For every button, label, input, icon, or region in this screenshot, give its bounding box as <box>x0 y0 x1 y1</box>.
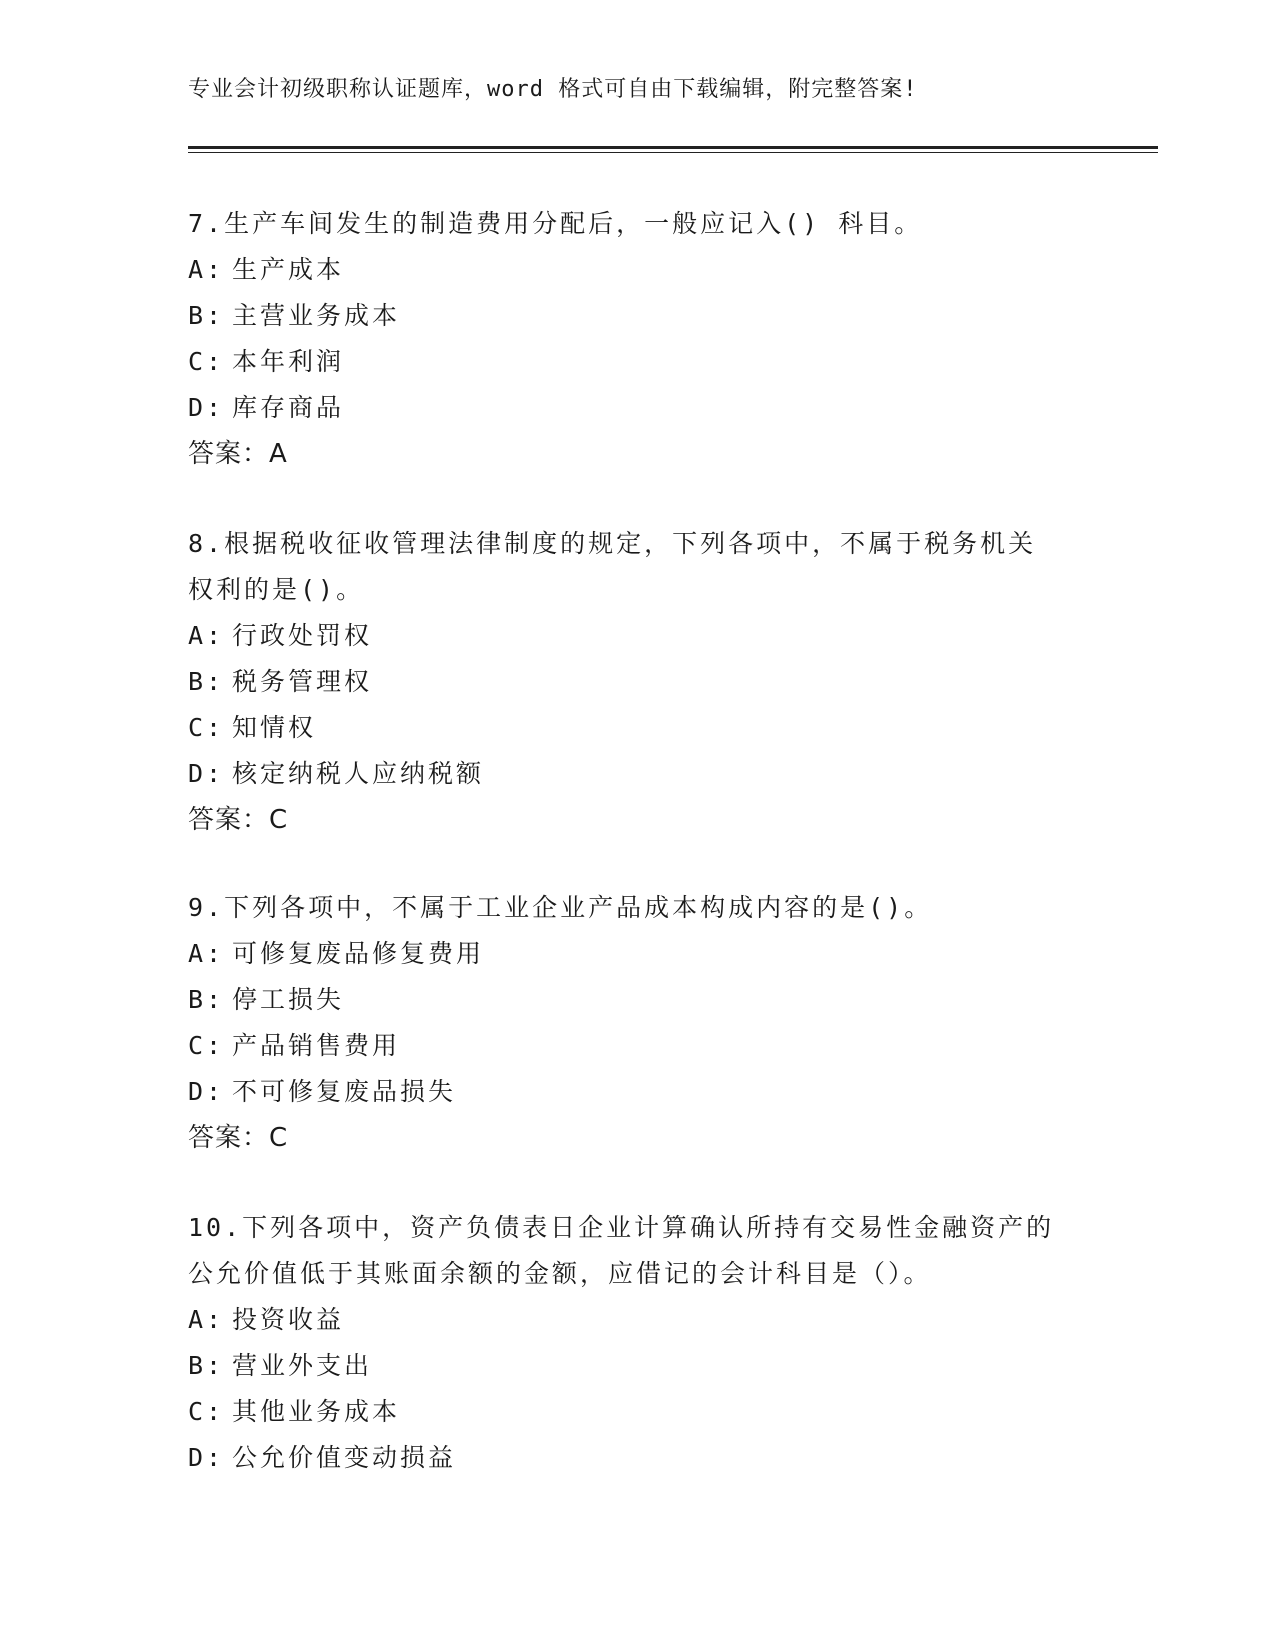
question-block <box>188 521 1088 843</box>
question-block <box>188 885 1088 1161</box>
option-d <box>188 385 1088 431</box>
option-letter: D: <box>188 759 225 788</box>
question-stem-continued: 公允价值低于其账面余额的金额，应借记的会计科目是（）。 <box>188 1259 932 1288</box>
option-d <box>188 751 1088 797</box>
option-letter: A: <box>188 255 225 284</box>
option-letter: A: <box>188 1305 225 1334</box>
question-stem: 9.下列各项中，不属于工业企业产品成本构成内容的是()。 <box>188 893 933 922</box>
option-letter: A: <box>188 939 225 968</box>
option-text: 投资收益 <box>232 1305 345 1334</box>
option-text: 不可修复废品损失 <box>232 1077 457 1106</box>
option-text: 税务管理权 <box>232 667 373 696</box>
option-b <box>188 1343 1088 1389</box>
option-letter: D: <box>188 1077 225 1106</box>
option-a <box>188 1297 1088 1343</box>
question-block <box>188 1205 1088 1481</box>
header-rule-thin <box>188 152 1158 153</box>
option-c <box>188 1389 1088 1435</box>
option-text: 生产成本 <box>232 255 345 284</box>
option-letter: B: <box>188 1351 225 1380</box>
option-text: 营业外支出 <box>232 1351 373 1380</box>
option-letter: C: <box>188 1031 225 1060</box>
question-stem: 8.根据税收征收管理法律制度的规定，下列各项中，不属于税务机关 <box>188 529 1037 558</box>
option-text: 行政处罚权 <box>232 621 373 650</box>
answer-line: 答案：C <box>188 1123 289 1153</box>
question-block <box>188 201 1088 477</box>
option-text: 主营业务成本 <box>232 301 401 330</box>
option-text: 公允价值变动损益 <box>232 1443 457 1472</box>
question-stem: 10.下列各项中，资产负债表日企业计算确认所持有交易性金融资产的 <box>188 1213 1055 1242</box>
option-c <box>188 1023 1088 1069</box>
page-header-text: 专业会计初级职称认证题库，word 格式可自由下载编辑，附完整答案! <box>188 77 918 102</box>
option-text: 停工损失 <box>232 985 345 1014</box>
option-text: 其他业务成本 <box>232 1397 401 1426</box>
option-letter: B: <box>188 667 225 696</box>
option-letter: D: <box>188 393 225 422</box>
option-letter: C: <box>188 1397 225 1426</box>
option-a <box>188 247 1088 293</box>
option-letter: C: <box>188 713 225 742</box>
answer-line: 答案：A <box>188 439 288 469</box>
option-a <box>188 613 1088 659</box>
option-letter: C: <box>188 347 225 376</box>
option-d <box>188 1435 1088 1481</box>
option-letter: D: <box>188 1443 225 1472</box>
option-text: 本年利润 <box>232 347 345 376</box>
option-text: 库存商品 <box>232 393 345 422</box>
option-text: 核定纳税人应纳税额 <box>232 759 485 788</box>
option-b <box>188 293 1088 339</box>
option-b <box>188 659 1088 705</box>
option-c <box>188 705 1088 751</box>
option-letter: B: <box>188 985 225 1014</box>
option-letter: A: <box>188 621 225 650</box>
question-stem-continued: 权利的是()。 <box>188 575 365 604</box>
header-rule-thick <box>188 146 1158 149</box>
option-text: 知情权 <box>232 713 317 742</box>
question-stem: 7.生产车间发生的制造费用分配后，一般应记入() 科目。 <box>188 209 923 238</box>
option-a <box>188 931 1088 977</box>
option-text: 产品销售费用 <box>232 1031 401 1060</box>
option-c <box>188 339 1088 385</box>
option-letter: B: <box>188 301 225 330</box>
option-b <box>188 977 1088 1023</box>
answer-line: 答案：C <box>188 805 289 835</box>
option-d <box>188 1069 1088 1115</box>
option-text: 可修复废品修复费用 <box>232 939 485 968</box>
